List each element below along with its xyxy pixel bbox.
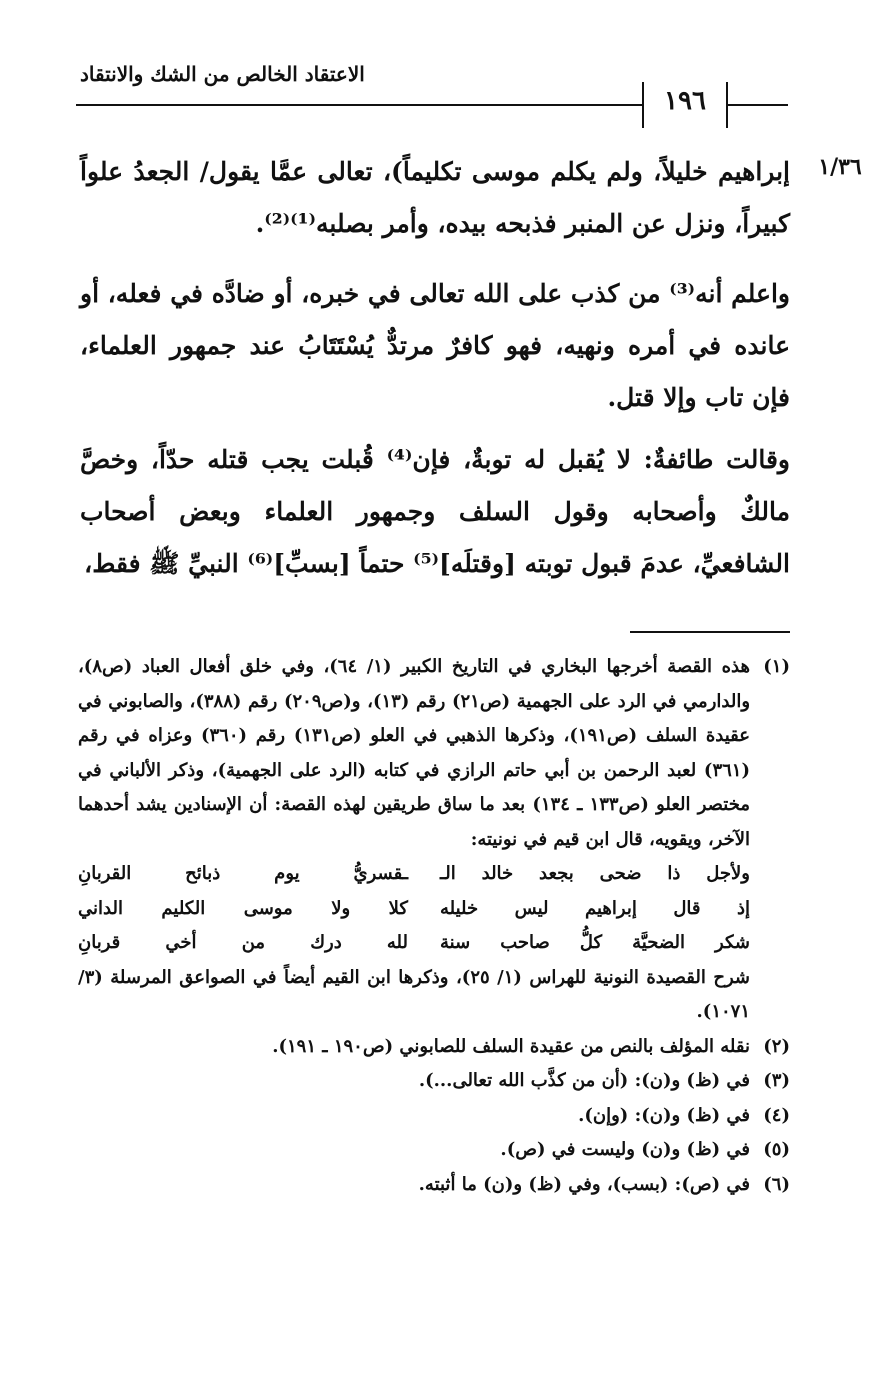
- footnote-body: [78, 650, 750, 1030]
- header-rule-right: [728, 104, 788, 106]
- footnote-number: (٤): [763, 1104, 790, 1126]
- header-divider-right: [726, 82, 728, 128]
- footnote-body: في (ظ) و(ن) وليست في (ص).: [500, 1139, 750, 1160]
- footnote-1: [78, 650, 790, 1030]
- body-paragraph-2-text: واعلم أنه⁽³⁾ من كذب على الله تعالى في خبره، أو ضادَّه في فعله، أو عانده في أمره ونهيه، فهو كافرٌ مرتدٌّ يُسْتَتَابُ عند جمهور العلماء، فإن تاب وإلا قتل.: [80, 279, 790, 412]
- margin-manuscript-reference: ١/٣٦: [818, 154, 862, 180]
- body-paragraph-2: [80, 268, 790, 424]
- footnote-body: في (ظ) و(ن): (أن من كذَّب الله تعالى...).: [418, 1070, 750, 1091]
- footnote-body: في (ظ) و(ن): (وإن).: [578, 1104, 750, 1126]
- footnote-number: (٢): [763, 1035, 790, 1057]
- verse-first-hemistich: شكر الضحيَّة كلُّ صاحب سنة: [440, 932, 750, 953]
- footnote-2: [78, 1030, 790, 1065]
- running-header-title: الاعتقاد الخالص من الشك والانتقاد: [80, 62, 365, 86]
- verse-second-hemistich: لله درك من أخي قربانِ: [78, 932, 408, 953]
- verse-second-hemistich: ـقسريُّ يوم ذبائح القربانِ: [78, 863, 408, 884]
- body-paragraph-3-text: وقالت طائفةٌ: لا يُقبل له توبةٌ، فإن⁽⁴⁾ قُبلت يجب قتله حدّاً، وخصَّ مالكٌ وأصحابه وقول السلف وجمهور العلماء وبعض أصحاب الشافعيِّ، عدمَ قبول توبته [وقتلَه]⁽⁵⁾ حتماً [بسبِّ]⁽⁶⁾ النبيِّ ﷺ فقط،: [80, 445, 790, 578]
- footnote-body: في (ص): (بسب)، وفي (ظ) و(ن) ما أثبته.: [418, 1173, 750, 1195]
- body-paragraph-1-text: إبراهيم خليلاً، ولم يكلم موسى تكليماً)، تعالى عمَّا يقول/ الجعدُ علواً كبيراً، ونزل عن المنبر فذبحه بيده، وأمر بصلبه⁽¹⁾⁽²⁾.: [80, 157, 790, 238]
- footnote-separator: [630, 631, 790, 633]
- poem-verse-1: [78, 857, 750, 892]
- poem-verse-2: [78, 892, 750, 927]
- verse-first-hemistich: إذ قال إبراهيم ليس خليله: [440, 897, 750, 919]
- footnote-1-text: هذه القصة أخرجها البخاري في التاريخ الكبير (١/ ٦٤)، وفي خلق أفعال العباد (ص٨)، والدارمي في الرد على الجهمية (ص٢١) رقم (١٣)، و(ص٢٠٩) رقم (٣٨٨)، والصابوني في عقيدة السلف (ص١٩١)، وذكرها الذهبي في العلو (ص١٣١) رقم (٣٦٠) وعزاه في رقم (٣٦١) لعبد الرحمن بن أبي حاتم الرازي في كتابه (الرد على الجهمية)، وذكر الألباني في مختصر العلو (ص١٣٣ ـ ١٣٤) بعد ما ساق طريقين لهذه القصة: أن الإسنادين يشد أحدهما الآخر، ويقويه، قال ابن قيم في نونيته:: [78, 656, 751, 850]
- footnotes: [78, 650, 790, 1202]
- footnote-5: [78, 1133, 790, 1168]
- footnote-6: [78, 1168, 790, 1203]
- footnote-number: (٣): [763, 1070, 790, 1091]
- footnote-4: [78, 1099, 790, 1134]
- footnote-body: نقله المؤلف بالنص من عقيدة السلف للصابوني (ص١٩٠ ـ ١٩١).: [272, 1035, 750, 1057]
- footnote-3: [78, 1064, 790, 1099]
- footnote-number: (١): [763, 656, 790, 677]
- verse-first-hemistich: ولأجل ذا ضحى بجعد خالد الـ: [440, 863, 750, 884]
- verse-second-hemistich: كلا ولا موسى الكليم الداني: [78, 897, 408, 919]
- body-paragraph-1: [80, 146, 790, 250]
- header-rule-left: [76, 104, 642, 106]
- footnote-number: (٦): [763, 1173, 790, 1195]
- page-number: ١٩٦: [664, 86, 706, 116]
- footnote-number: (٥): [763, 1139, 790, 1160]
- header-divider-left: [642, 82, 644, 128]
- footnote-1-text-after: شرح القصيدة النونية للهراس (١/ ٢٥)، وذكرها ابن القيم أيضاً في الصواعق المرسلة (٣/ ١٠٧١).: [78, 966, 751, 1022]
- poem-verse-3: [78, 926, 750, 961]
- body-paragraph-3: [80, 434, 790, 590]
